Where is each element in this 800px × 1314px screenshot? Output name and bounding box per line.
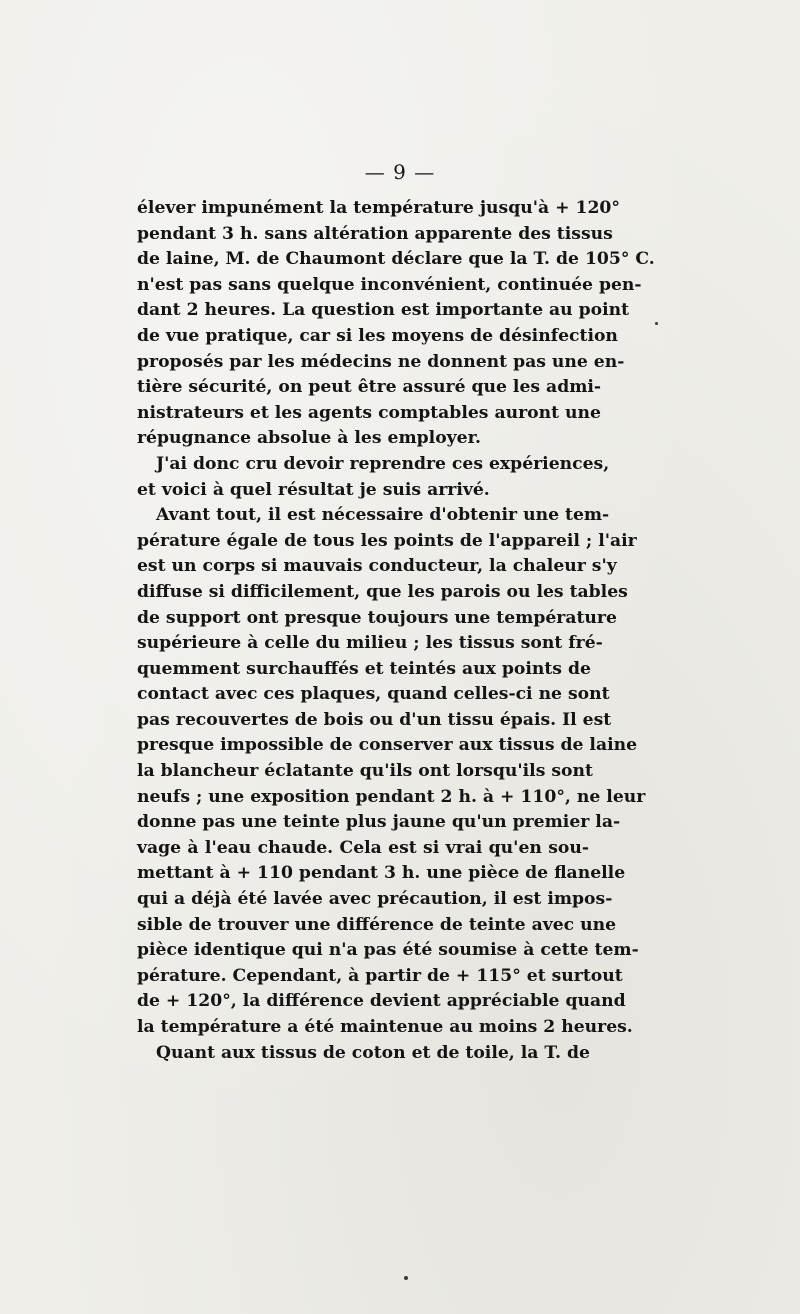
text-line: et voici à quel résultat je suis arrivé. [137, 479, 490, 500]
text-line: nistrateurs et les agents comptables auront une [137, 402, 601, 423]
text-line: la température a été maintenue au moins 2 heures. [137, 1017, 633, 1037]
body-text [137, 196, 655, 1066]
text-line: pièce identique qui n'a pas été soumise à cette tem- [137, 940, 639, 961]
page-number: — 9 — [364, 160, 436, 184]
text-line: qui a déjà été lavée avec précaution, il est impos- [137, 889, 613, 910]
text-line: neufs ; une exposition pendant 2 h. à + 110°, ne leur [137, 786, 646, 807]
text-line: contact avec ces plaques, quand celles-ci ne sont [137, 684, 610, 705]
text-line: donne pas une teinte plus jaune qu'un premier la- [137, 812, 621, 833]
text-line: élever impunément la température jusqu'à + 120° [137, 198, 620, 218]
text-line: de vue pratique, car si les moyens de désinfection [137, 325, 618, 346]
text-line: mettant à + 110 pendant 3 h. une pièce de flanelle [137, 863, 626, 884]
text-line: de support ont presque toujours une température [137, 607, 617, 628]
text-line: pas recouvertes de bois ou d'un tissu épais. Il est [137, 709, 612, 730]
text-line: Quant aux tissus de coton et de toile, la T. de [156, 1042, 590, 1063]
text-line: répugnance absolue à les employer. [137, 428, 482, 449]
text-line: de + 120°, la différence devient appréciable quand [137, 991, 626, 1012]
text-line: quemment surchauffés et teintés aux points de [137, 658, 591, 679]
text-line: vage à l'eau chaude. Cela est si vrai qu'en sou- [137, 837, 589, 858]
text-line: supérieure à celle du milieu ; les tissus sont fré- [137, 633, 603, 654]
text-line: proposés par les médecins ne donnent pas une en- [137, 351, 625, 372]
text-line: pérature égale de tous les points de l'appareil ; l'air [137, 530, 637, 551]
text-line: J'ai donc cru devoir reprendre ces expériences, [156, 453, 610, 474]
text-line: presque impossible de conserver aux tissus de laine [137, 735, 638, 756]
ink-speck [404, 1276, 408, 1280]
text-line: dant 2 heures. La question est importante au point [137, 300, 630, 321]
text-line: pendant 3 h. sans altération apparente des tissus [137, 223, 613, 244]
text-line: la blancheur éclatante qu'ils ont lorsqu'ils sont [137, 761, 593, 782]
text-line: est un corps si mauvais conducteur, la chaleur s'y [137, 556, 617, 577]
text-line: diffuse si difficilement, que les parois ou les tables [137, 581, 628, 602]
text-line: de laine, M. de Chaumont déclare que la T. de 105° C. [137, 249, 655, 270]
text-line: sible de trouver une différence de teinte avec une [137, 914, 617, 935]
ink-speck [655, 322, 658, 325]
text-line: n'est pas sans quelque inconvénient, continuée pen- [137, 274, 642, 295]
text-line: Avant tout, il est nécessaire d'obtenir une tem- [156, 505, 610, 526]
text-line: pérature. Cependant, à partir de + 115° et surtout [137, 965, 623, 986]
text-line: tière sécurité, on peut être assuré que les admi- [137, 377, 602, 398]
